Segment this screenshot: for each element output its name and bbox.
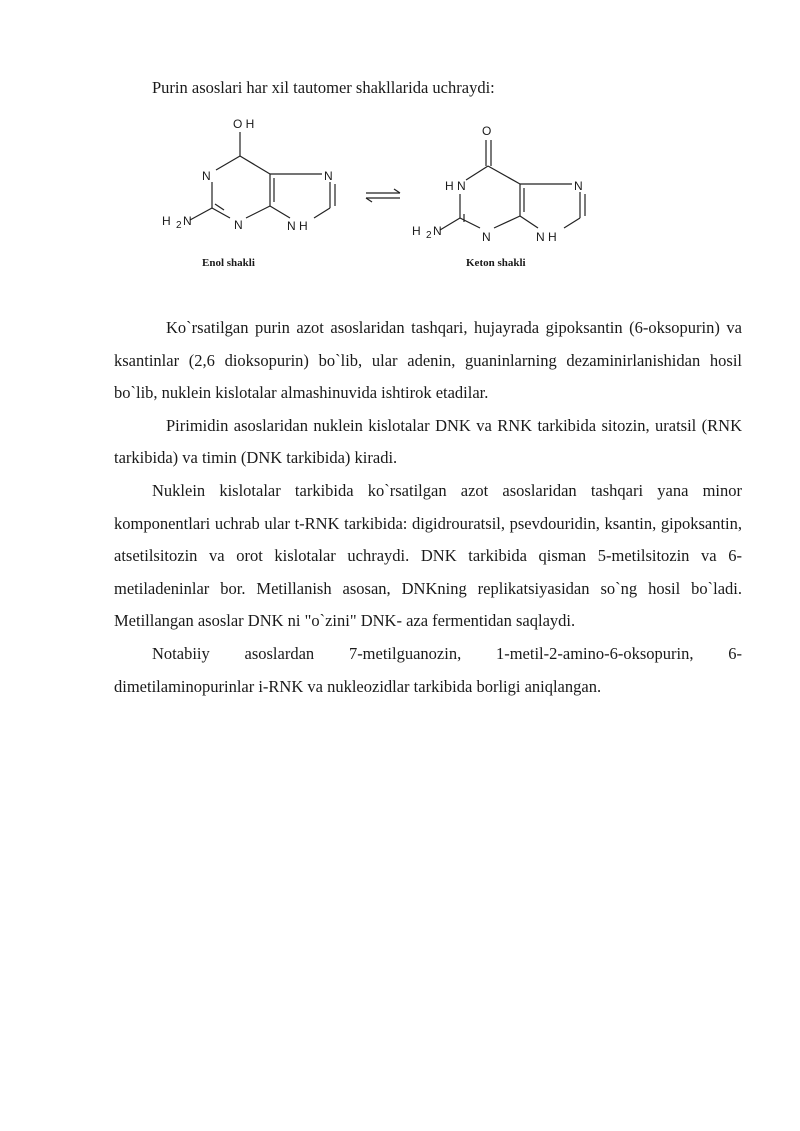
tautomer-figure (150, 110, 610, 280)
paragraph-pyrimidine-bases: Pirimidin asoslaridan nuklein kislotalar DNK va RNK tarkibida sitozin, uratsil (RNK tarkibida) va timin (DNK tarkibida) kiradi. (114, 415, 742, 468)
keton-n3-label: N (482, 230, 491, 244)
keton-hn-label: H N (445, 179, 466, 193)
enol-caption: Enol shakli (202, 257, 255, 269)
intro-line: Purin asoslari har xil tautomer shakllarida uchraydi: (152, 78, 495, 97)
enol-oh-label: O H (233, 117, 255, 131)
keton-amine-n-label: N (433, 224, 442, 238)
keton-amine-h-label: H (412, 224, 421, 238)
paragraph-unusual-bases: Notabiiy asoslardan 7-metilguanozin, 1-metil-2-amino-6-oksopurin, 6-dimetilaminopurinlar i-RNK va nukleozidlar tarkibida borligi aniqlangan. (114, 643, 742, 696)
enol-n9h-label: N H (287, 219, 308, 233)
paragraph-purine-derivatives: Ko`rsatilgan purin azot asoslaridan tashqari, hujayrada gipoksantin (6-oksopurin) va ksantinlar (2,6 dioksopurin) bo`lib, ular adenin, guaninlarning dezaminirlanishidan hosil bo`lib, nuklein kislotalar almashinuvida ishtirok etadilar. (114, 318, 742, 403)
enol-amine-n-label: N (183, 214, 192, 228)
enol-amine-h-label: H (162, 214, 171, 228)
tautomer-diagram (150, 110, 610, 280)
enol-n1-label: N (202, 169, 211, 183)
keton-caption: Keton shakli (466, 257, 526, 269)
keton-amine-subscript: 2 (426, 230, 432, 241)
enol-structure (162, 117, 335, 269)
paragraph-minor-components: Nuklein kislotalar tarkibida ko`rsatilgan azot asoslaridan tashqari yana minor komponentlari uchrab ular t-RNK tarkibida: digidrouratsil, psevdouridin, ksantin, gipoksantin, atsetilsitozin va orot kislotalar uchraydi. DNK tarkibida qisman 5-metilsitozin va 6-metiladeninlar bor. Metillanish asosan, DNKning replikatsiyasidan so`ng hosil bo`ladi. Metillangan asoslar DNK ni "o`zini" DNK- aza fermentidan saqlaydi. (114, 480, 742, 631)
enol-n7-label: N (324, 169, 333, 183)
enol-amine-subscript: 2 (176, 220, 182, 231)
body-text (114, 312, 742, 703)
keton-structure (412, 124, 585, 269)
enol-n3-label: N (234, 218, 243, 232)
keton-n7-label: N (574, 179, 583, 193)
equilibrium-arrow (366, 189, 400, 202)
keton-o-label: O (482, 124, 492, 138)
keton-n9h-label: N H (536, 230, 557, 244)
